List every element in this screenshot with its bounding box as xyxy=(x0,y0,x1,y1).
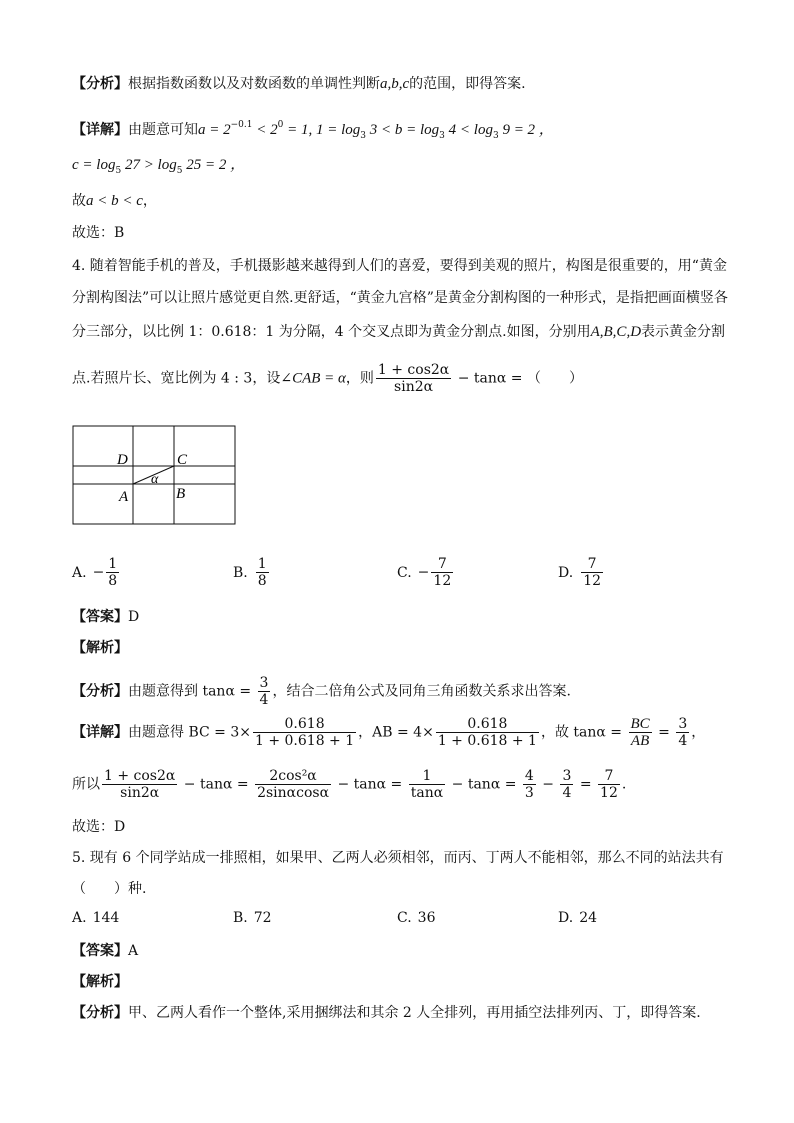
fraction-denominator: 8 xyxy=(108,573,118,589)
so-fraction xyxy=(409,768,445,801)
option-fraction xyxy=(581,556,603,589)
option-label: A. xyxy=(72,910,87,926)
eq2-part: 27 > log xyxy=(121,157,177,173)
eq1-part: 4 < log xyxy=(444,122,493,138)
option-label: D. xyxy=(558,564,574,581)
fraction-denominator: 1 + 0.618 + 1 xyxy=(254,733,355,749)
option-value: 144 xyxy=(92,910,120,926)
analysis-fraction xyxy=(258,675,271,708)
q5-stem-line2: （ ）种. xyxy=(72,881,147,897)
eq1-part: a = 2 xyxy=(198,122,231,138)
so-fraction xyxy=(560,768,573,801)
detail-fraction xyxy=(436,716,539,749)
option-label: D. xyxy=(558,910,574,926)
q4-jiexi-tag: 【解析】 xyxy=(72,640,128,656)
fraction-numerator: 1 + cos2α xyxy=(104,768,176,784)
q4-option-a xyxy=(72,556,121,589)
q4-stem-line4 xyxy=(72,362,583,395)
q5-option-b xyxy=(233,910,272,926)
conclude-suffix: ， xyxy=(142,193,157,209)
fraction-denominator: 1 + 0.618 + 1 xyxy=(437,733,537,749)
fraction-numerator: 3 xyxy=(678,716,688,732)
eq1-sub: 3 xyxy=(360,131,366,141)
fraction-denominator: 12 xyxy=(583,573,602,589)
eq1-part: < 2 xyxy=(252,122,278,138)
q5-option-a xyxy=(72,910,119,926)
label-alpha: α xyxy=(151,472,159,487)
eq2-line xyxy=(72,155,245,181)
fraction-numerator: 7 xyxy=(431,556,453,573)
option-label: C. xyxy=(397,564,412,581)
q4-stem-text: 点.若照片长、宽比例为 4 : 3，设∠ xyxy=(72,370,293,387)
so-fraction xyxy=(255,768,331,801)
fraction-denominator: sin2α xyxy=(120,785,160,801)
fraction-denominator: 12 xyxy=(600,785,618,801)
eq2-sub: 5 xyxy=(176,166,183,176)
answer-tag: 【答案】 xyxy=(72,943,128,959)
q4-stem-text-end: − tanα = （ ） xyxy=(453,370,583,387)
option-fraction xyxy=(106,556,119,589)
q4-option-c xyxy=(397,556,455,589)
fraction-numerator: 1 xyxy=(409,768,445,785)
fraction-numerator: 7 xyxy=(598,768,620,785)
so-text: − xyxy=(537,776,559,793)
q4-choice-line: 故选：D xyxy=(72,819,126,835)
eq1-part: 9 = 2 ， xyxy=(498,122,554,138)
fraction-numerator: 7 xyxy=(581,556,603,573)
option-label: A. xyxy=(72,564,87,581)
q4-angle: CAB = α xyxy=(292,370,346,387)
q4-stem-text-end: 表示黄金分割 xyxy=(641,324,726,340)
fraction-numerator: 3 xyxy=(562,768,572,784)
option-value: 36 xyxy=(417,910,436,926)
fraction-denominator: 2sinαcosα xyxy=(257,785,330,801)
detail-tag: 【详解】 xyxy=(72,724,128,741)
fraction-denominator: 4 xyxy=(678,733,688,749)
so-fraction xyxy=(102,768,177,801)
analysis-text: 由题意得到 tanα = xyxy=(128,683,256,700)
q5-answer-line xyxy=(72,941,138,961)
fraction-denominator: 4 xyxy=(259,692,269,708)
detail-fraction xyxy=(676,716,689,749)
so-text: − tanα = xyxy=(179,776,254,793)
analysis-text: 甲、乙两人看作一个整体,采用捆绑法和其余 2 人全排列，再用插空法排列丙、丁，即得答案. xyxy=(128,1005,701,1021)
q4-stem-line3 xyxy=(72,322,725,342)
fraction-numerator: BC xyxy=(630,716,650,732)
detail-text-end: ， xyxy=(691,724,706,741)
q4-stem-vars: A,B,C,D xyxy=(590,324,642,340)
detail-fraction xyxy=(629,716,652,749)
eq1-exp: 0 xyxy=(277,120,284,130)
eq1-part: 3 < b = log xyxy=(366,122,440,138)
detail-tag: 【详解】 xyxy=(72,122,128,138)
eq1-sub: 3 xyxy=(439,131,445,141)
q4-detail-line xyxy=(72,716,705,749)
analysis-text-end: ，结合二倍角公式及同角三角函数关系求出答案. xyxy=(272,683,571,700)
q4-stem-text: ，则 xyxy=(345,370,374,387)
q4-stem-line2: 分割构图法”可以让照片感觉更自然.更舒适，“黄金九宫格”是黄金分割构图的一种形式，是指把画面横竖各 xyxy=(72,290,728,306)
fraction-numerator: 0.618 xyxy=(436,716,539,733)
analysis-vars: a,b,c xyxy=(380,76,410,92)
golden-grid-svg xyxy=(72,425,238,527)
detail-text: 由题意得 BC = 3× xyxy=(128,724,251,741)
detail-text: 由题意可知 xyxy=(128,122,198,138)
option-label: B. xyxy=(233,564,248,581)
analysis-text-end: 的范围，即得答案. xyxy=(409,76,526,92)
fraction-denominator: 8 xyxy=(257,573,267,589)
eq2-part: 25 = 2 ， xyxy=(182,157,246,173)
eq1-part: = 1, 1 = log xyxy=(283,122,361,138)
eq1-sub: 3 xyxy=(492,131,499,141)
label-c: C xyxy=(177,452,188,468)
q5-jiexi-tag: 【解析】 xyxy=(72,974,128,990)
fraction-denominator: sin2α xyxy=(394,379,434,395)
option-fraction xyxy=(256,556,269,589)
eq2-sub: 5 xyxy=(115,166,122,176)
golden-grid-figure xyxy=(72,425,238,531)
fraction-numerator: 0.618 xyxy=(253,716,356,733)
q5-option-d xyxy=(558,910,597,926)
answer-value: A xyxy=(128,943,139,959)
eq1-exp: −0.1 xyxy=(230,120,253,130)
so-text: = xyxy=(575,776,597,793)
analysis-tag: 【分析】 xyxy=(72,1005,128,1021)
so-prefix: 所以 xyxy=(72,776,100,793)
so-text: − tanα = xyxy=(447,776,521,793)
fraction-numerator: 1 xyxy=(108,556,118,572)
option-value: 24 xyxy=(579,910,598,926)
fraction-denominator: AB xyxy=(630,733,650,749)
answer-value: D xyxy=(128,609,140,625)
option-value: 72 xyxy=(253,910,272,926)
eq2-part: c = log xyxy=(72,157,116,173)
q4-stem-text: 分三部分，以比例 1：0.618：1 为分隔，4 个交叉点即为黄金分割点.如图，分别用 xyxy=(72,324,591,340)
q4-stem-fraction xyxy=(376,362,451,395)
q4-answer-line xyxy=(72,607,139,627)
fraction-denominator: tanα xyxy=(410,785,444,801)
label-b: B xyxy=(176,486,186,502)
fraction-denominator: 12 xyxy=(433,573,452,589)
so-end: . xyxy=(621,776,627,793)
detail-text: ，故 tanα = xyxy=(540,724,627,741)
fraction-numerator: 2cos²α xyxy=(255,768,331,785)
analysis-tag: 【分析】 xyxy=(72,683,128,700)
q5-stem-line1: 5. 现有 6 个同学站成一排照相，如果甲、乙两人必须相邻，而丙、丁两人不能相邻，那么不同的站法共有 xyxy=(72,850,724,866)
label-d: D xyxy=(117,452,128,468)
option-sign: − xyxy=(417,564,430,581)
analysis-text: 根据指数函数以及对数函数的单调性判断 xyxy=(128,76,380,92)
so-fraction xyxy=(598,768,620,801)
option-label: B. xyxy=(233,910,248,926)
analysis-line-q3 xyxy=(72,74,526,94)
option-fraction xyxy=(431,556,453,589)
fraction-denominator: 3 xyxy=(524,785,534,801)
answer-tag: 【答案】 xyxy=(72,609,128,625)
so-fraction xyxy=(523,768,536,801)
detail-line-q3 xyxy=(72,115,554,146)
detail-fraction xyxy=(253,716,356,749)
q5-option-c xyxy=(397,910,436,926)
option-label: C. xyxy=(397,910,412,926)
conclude-expr: a < b < c xyxy=(86,193,143,209)
conclude-line xyxy=(72,191,157,211)
label-a: A xyxy=(119,489,129,505)
so-text: − tanα = xyxy=(333,776,407,793)
detail-text: ，AB = 4× xyxy=(358,724,434,741)
q5-analysis-line xyxy=(72,1003,701,1023)
conclude-prefix: 故 xyxy=(72,193,86,209)
q4-option-b xyxy=(233,556,271,589)
option-sign: − xyxy=(92,564,105,581)
fraction-numerator: 1 xyxy=(257,556,267,572)
q4-stem-line1: 4. 随着智能手机的普及，手机摄影越来越得到人们的喜爱，要得到美观的照片，构图是很重要的，用“黄金 xyxy=(72,258,727,274)
q4-option-d xyxy=(558,556,605,589)
q4-analysis-line xyxy=(72,675,571,708)
fraction-denominator: 4 xyxy=(562,785,572,801)
fraction-numerator: 3 xyxy=(259,675,269,691)
fraction-numerator: 4 xyxy=(524,768,534,784)
q4-so-line xyxy=(72,768,626,801)
analysis-tag: 【分析】 xyxy=(72,76,128,92)
detail-text: = xyxy=(653,724,675,741)
choice-line-q3: 故选：B xyxy=(72,225,125,241)
fraction-numerator: 1 + cos2α xyxy=(377,362,450,378)
